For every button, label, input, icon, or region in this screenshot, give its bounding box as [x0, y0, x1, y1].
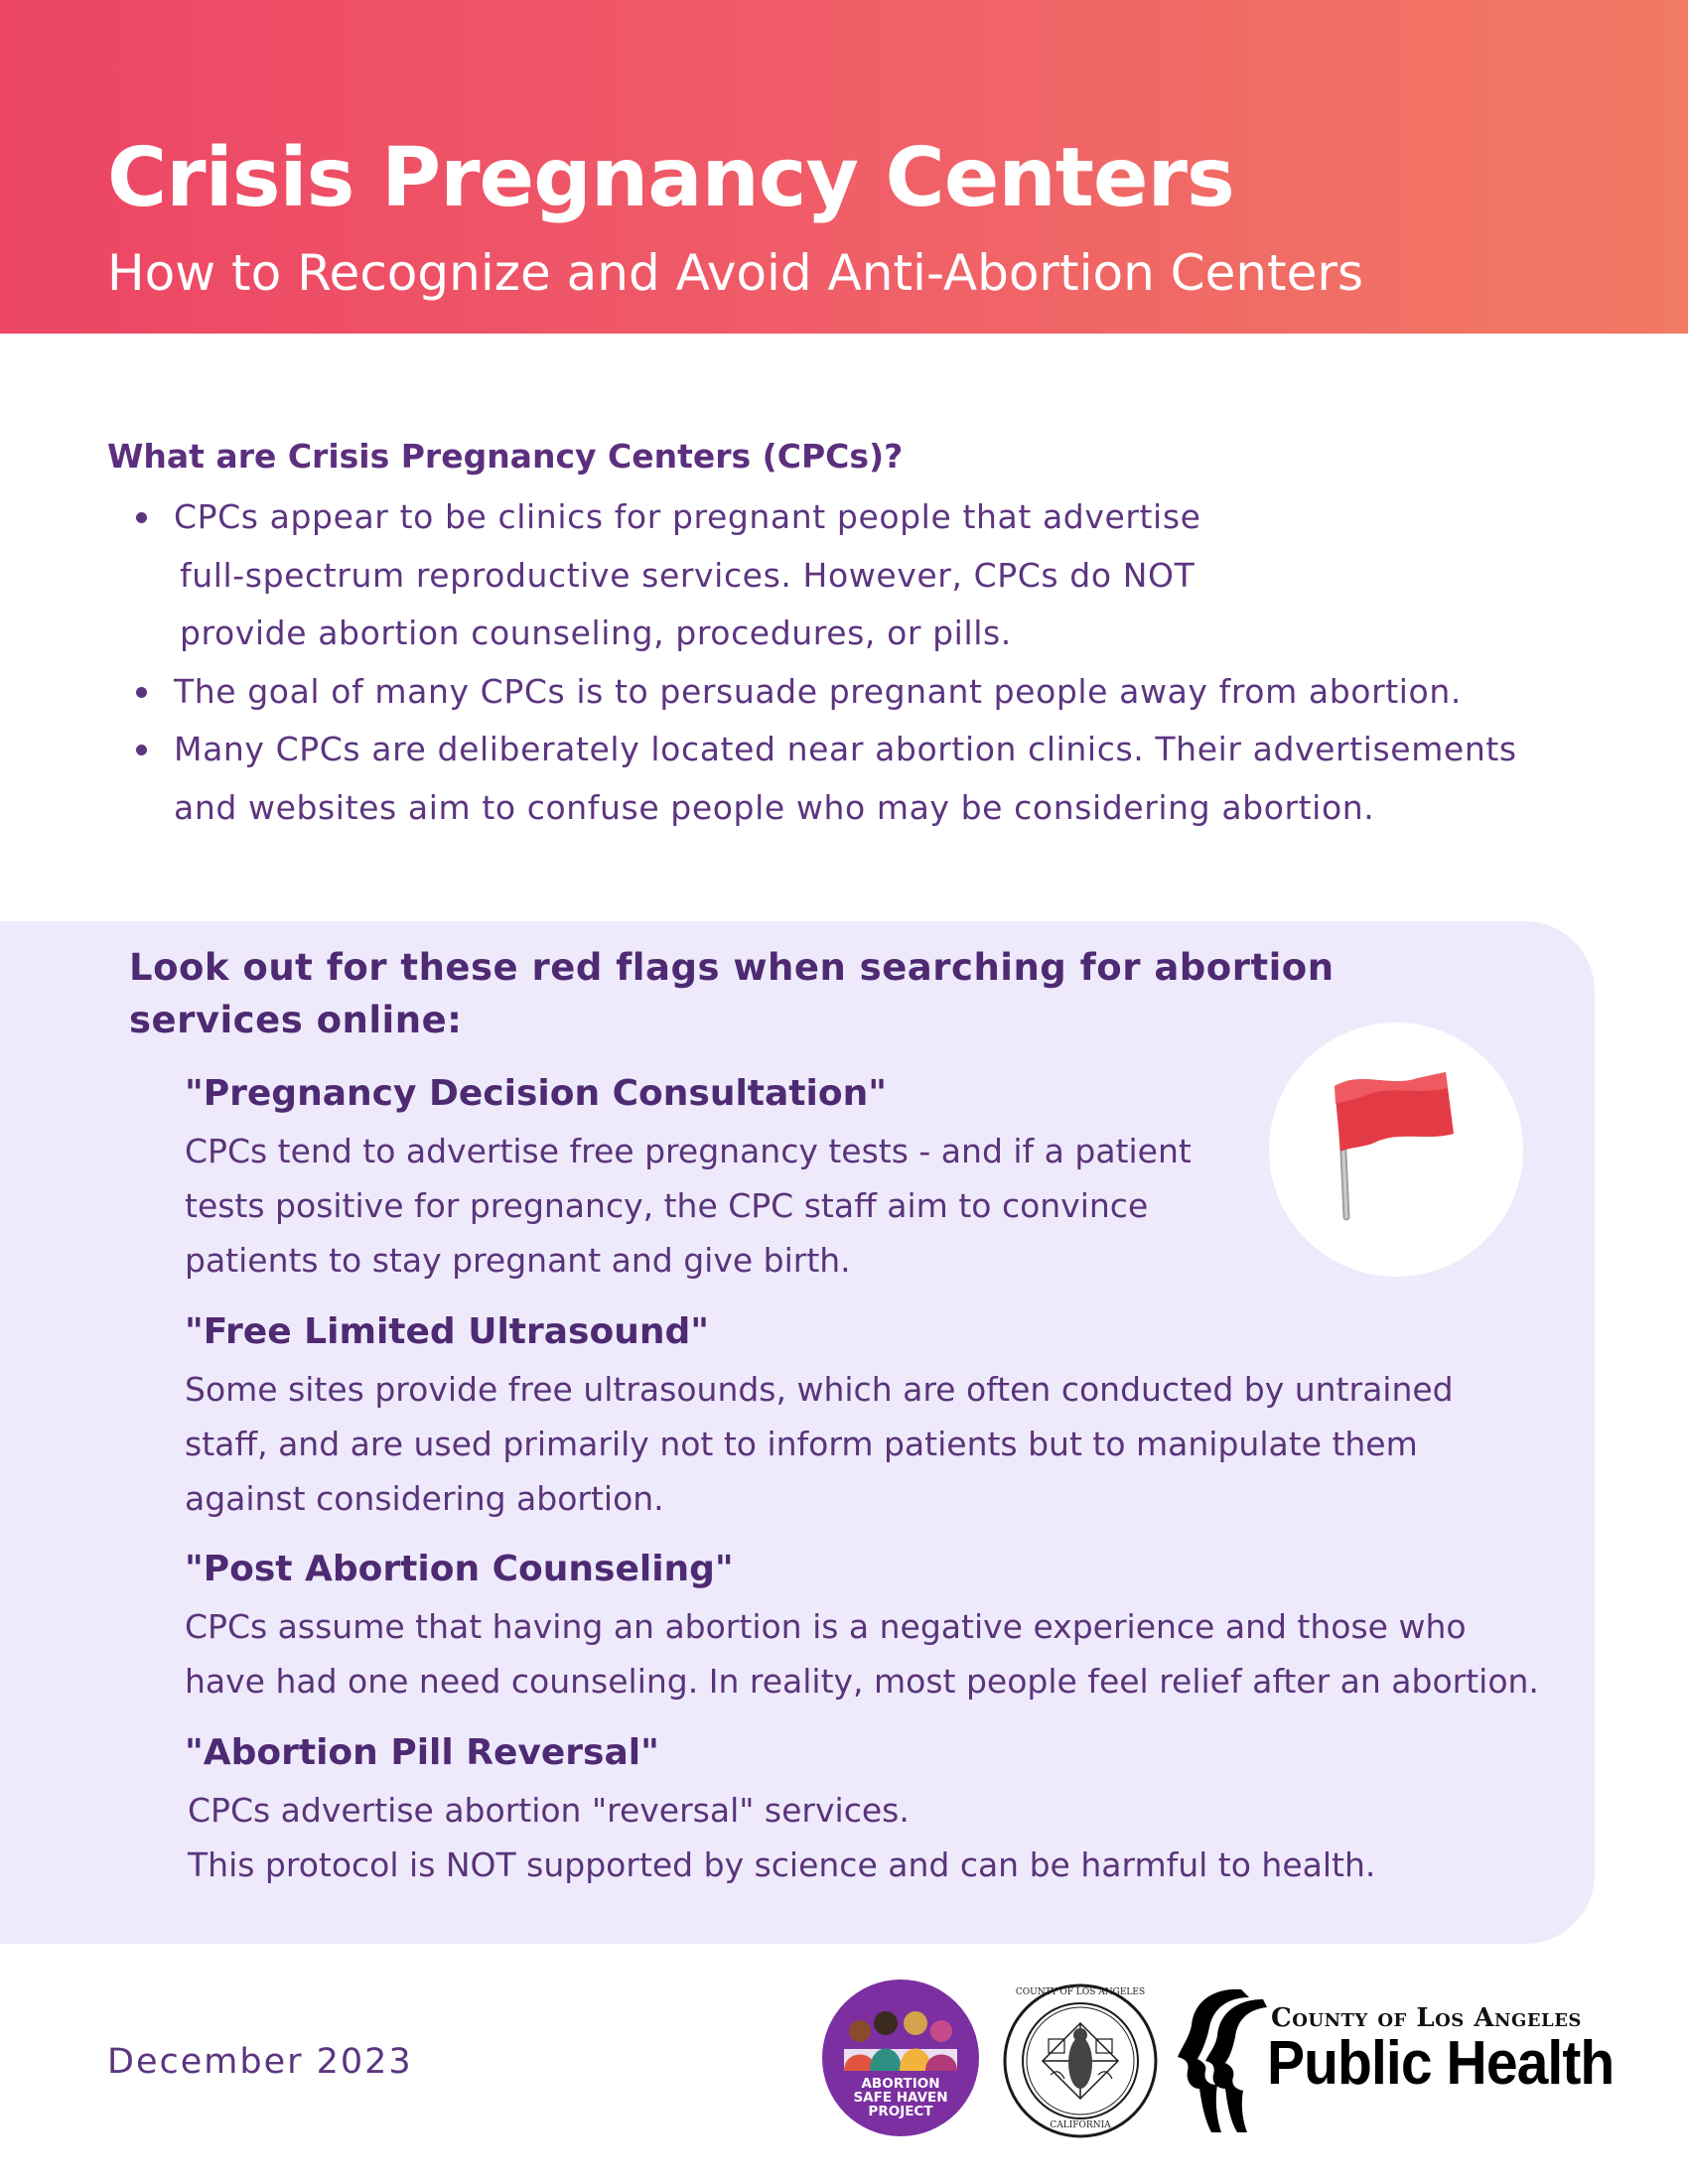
red-flag-description — [185, 1362, 1454, 1526]
description-line: have had one need counseling. In reality, most people feel relief after an abortion. — [185, 1662, 1539, 1701]
seal-top-text: COUNTY OF LOS ANGELES — [1015, 1987, 1146, 1997]
red-flag-item — [185, 1544, 1539, 1708]
publication-date: December 2023 — [107, 2042, 413, 2082]
description-line: CPCs tend to advertise free pregnancy tests - and if a patient — [185, 1132, 1192, 1170]
red-flag-description — [185, 1783, 1375, 1892]
bullet-line: provide abortion counseling, procedures, or pills. — [180, 614, 1012, 652]
page-subtitle: How to Recognize and Avoid Anti-Abortion Centers — [107, 244, 1363, 302]
description-line: CPCs assume that having an abortion is a negative experience and those who — [185, 1607, 1467, 1646]
bullet-line: Many CPCs are deliberately located near abortion clinics. Their advertisements — [174, 730, 1517, 768]
public-health-profiles-icon — [1172, 1985, 1267, 2134]
bullet-line: The goal of many CPCs is to persuade pregnant people away from abortion. — [174, 671, 1462, 711]
public-health-county-label: County of Los Angeles — [1271, 2003, 1582, 2033]
red-flag-icon — [1269, 1023, 1523, 1277]
red-flag-title: "Pregnancy Decision Consultation" — [185, 1073, 887, 1114]
county-seal-graphic — [1003, 1983, 1158, 2138]
page-title: Crisis Pregnancy Centers — [107, 131, 1234, 225]
red-flag-icon-badge — [1269, 1023, 1523, 1277]
description-line: This protocol is NOT supported by science and can be harmful to health. — [188, 1845, 1376, 1884]
red-flag-title: "Abortion Pill Reversal" — [185, 1732, 659, 1773]
red-flag-item — [185, 1068, 1192, 1288]
red-flag-item — [185, 1306, 1454, 1526]
intro-bullet — [134, 721, 1643, 837]
public-health-name-label: Public Health — [1267, 2029, 1615, 2098]
red-flag-description — [185, 1124, 1192, 1288]
intro-heading: What are Crisis Pregnancy Centers (CPCs)? — [107, 437, 904, 476]
red-flags-heading: Look out for these red flags when searching for abortion services online: — [129, 946, 1335, 1041]
county-seal-logo — [1003, 1983, 1158, 2138]
description-line: against considering abortion. — [185, 1479, 664, 1518]
description-line: staff, and are used primarily not to inform patients but to manipulate them — [185, 1425, 1418, 1463]
bullet-line: and websites aim to confuse people who may be considering abortion. — [174, 787, 1375, 827]
intro-bullet — [134, 663, 1643, 722]
ashp-logo-text-line: PROJECT — [868, 2104, 933, 2119]
ashp-logo-text-line: SAFE HAVEN — [853, 2090, 948, 2106]
ashp-logo-text-line: ABORTION — [861, 2076, 940, 2092]
description-line: CPCs advertise abortion "reversal" services. — [188, 1791, 910, 1830]
bullet-line: CPCs appear to be clinics for pregnant people that advertise — [174, 497, 1201, 536]
description-line: tests positive for pregnancy, the CPC staff aim to convince — [185, 1186, 1149, 1225]
intro-bullet — [134, 488, 1643, 663]
abortion-safe-haven-project-logo — [822, 1979, 979, 2136]
bullet-line: full-spectrum reproductive services. However, CPCs do NOT — [180, 555, 1196, 595]
red-flag-title: "Post Abortion Counseling" — [185, 1549, 734, 1589]
seal-bottom-text: CALIFORNIA — [1050, 2120, 1111, 2130]
red-flag-item — [185, 1727, 1375, 1892]
description-line: Some sites provide free ultrasounds, which are often conducted by untrained — [185, 1370, 1454, 1409]
red-flag-title: "Free Limited Ultrasound" — [185, 1311, 709, 1352]
description-line: patients to stay pregnant and give birth. — [185, 1241, 851, 1280]
header-banner — [0, 0, 1688, 334]
red-flag-description — [185, 1599, 1539, 1708]
intro-bullet-list — [134, 488, 1643, 837]
